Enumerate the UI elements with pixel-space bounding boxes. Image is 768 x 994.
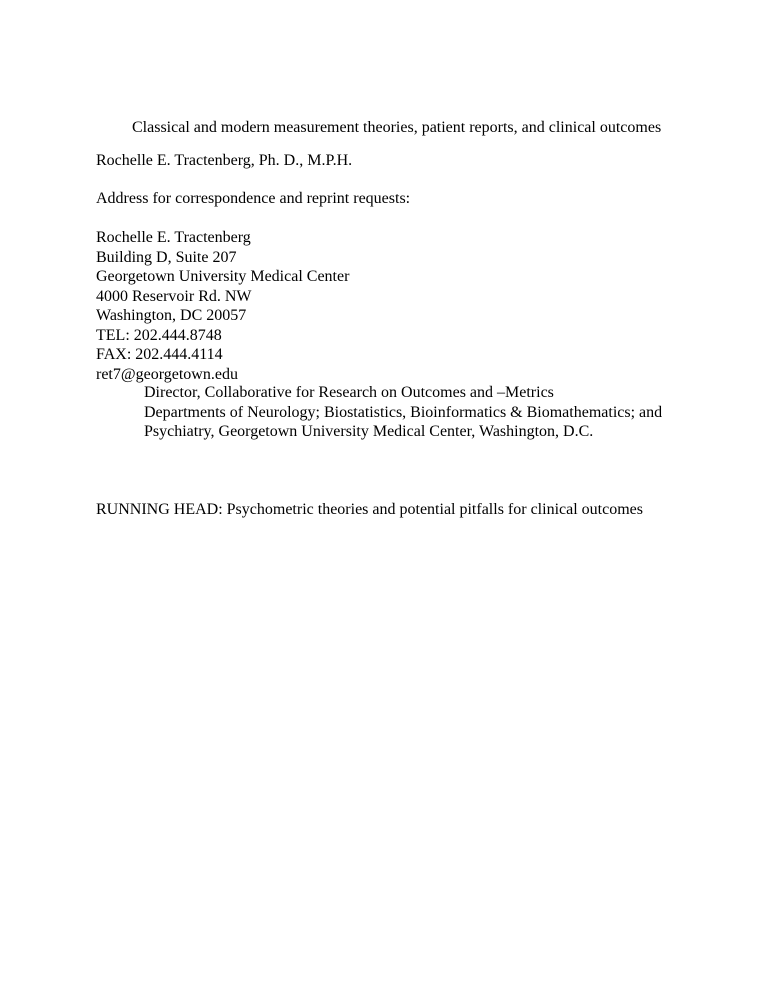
phone-line: TEL: 202.444.8748 bbox=[96, 326, 222, 344]
paper-title: Classical and modern measurement theories, patient reports, and clinical outcomes bbox=[132, 119, 662, 136]
author-line: Rochelle E. Tractenberg, Ph. D., M.P.H. bbox=[96, 152, 353, 169]
address-line: Rochelle E. Tractenberg bbox=[96, 229, 251, 246]
affiliation-line: Director, Collaborative for Research on Outcomes and –Metrics bbox=[144, 384, 554, 401]
fax-line: FAX: 202.444.4114 bbox=[96, 346, 223, 363]
address-line: Building D, Suite 207 bbox=[96, 248, 237, 266]
email-line: ret7@georgetown.edu bbox=[96, 365, 238, 383]
address-block bbox=[96, 228, 349, 384]
correspondence-label: Address for correspondence and reprint requests: bbox=[96, 190, 411, 207]
address-line: 4000 Reservoir Rd. NW bbox=[96, 287, 252, 305]
address-line: Georgetown University Medical Center bbox=[96, 268, 350, 285]
affiliation-line: Departments of Neurology; Biostatistics, Bioinformatics & Biomathematics; and bbox=[144, 403, 663, 421]
affiliation-block bbox=[144, 383, 662, 442]
running-head: RUNNING HEAD: Psychometric theories and potential pitfalls for clinical outcomes bbox=[96, 501, 643, 518]
address-line: Washington, DC 20057 bbox=[96, 307, 247, 324]
affiliation-line: Psychiatry, Georgetown University Medical Center, Washington, D.C. bbox=[144, 423, 594, 440]
